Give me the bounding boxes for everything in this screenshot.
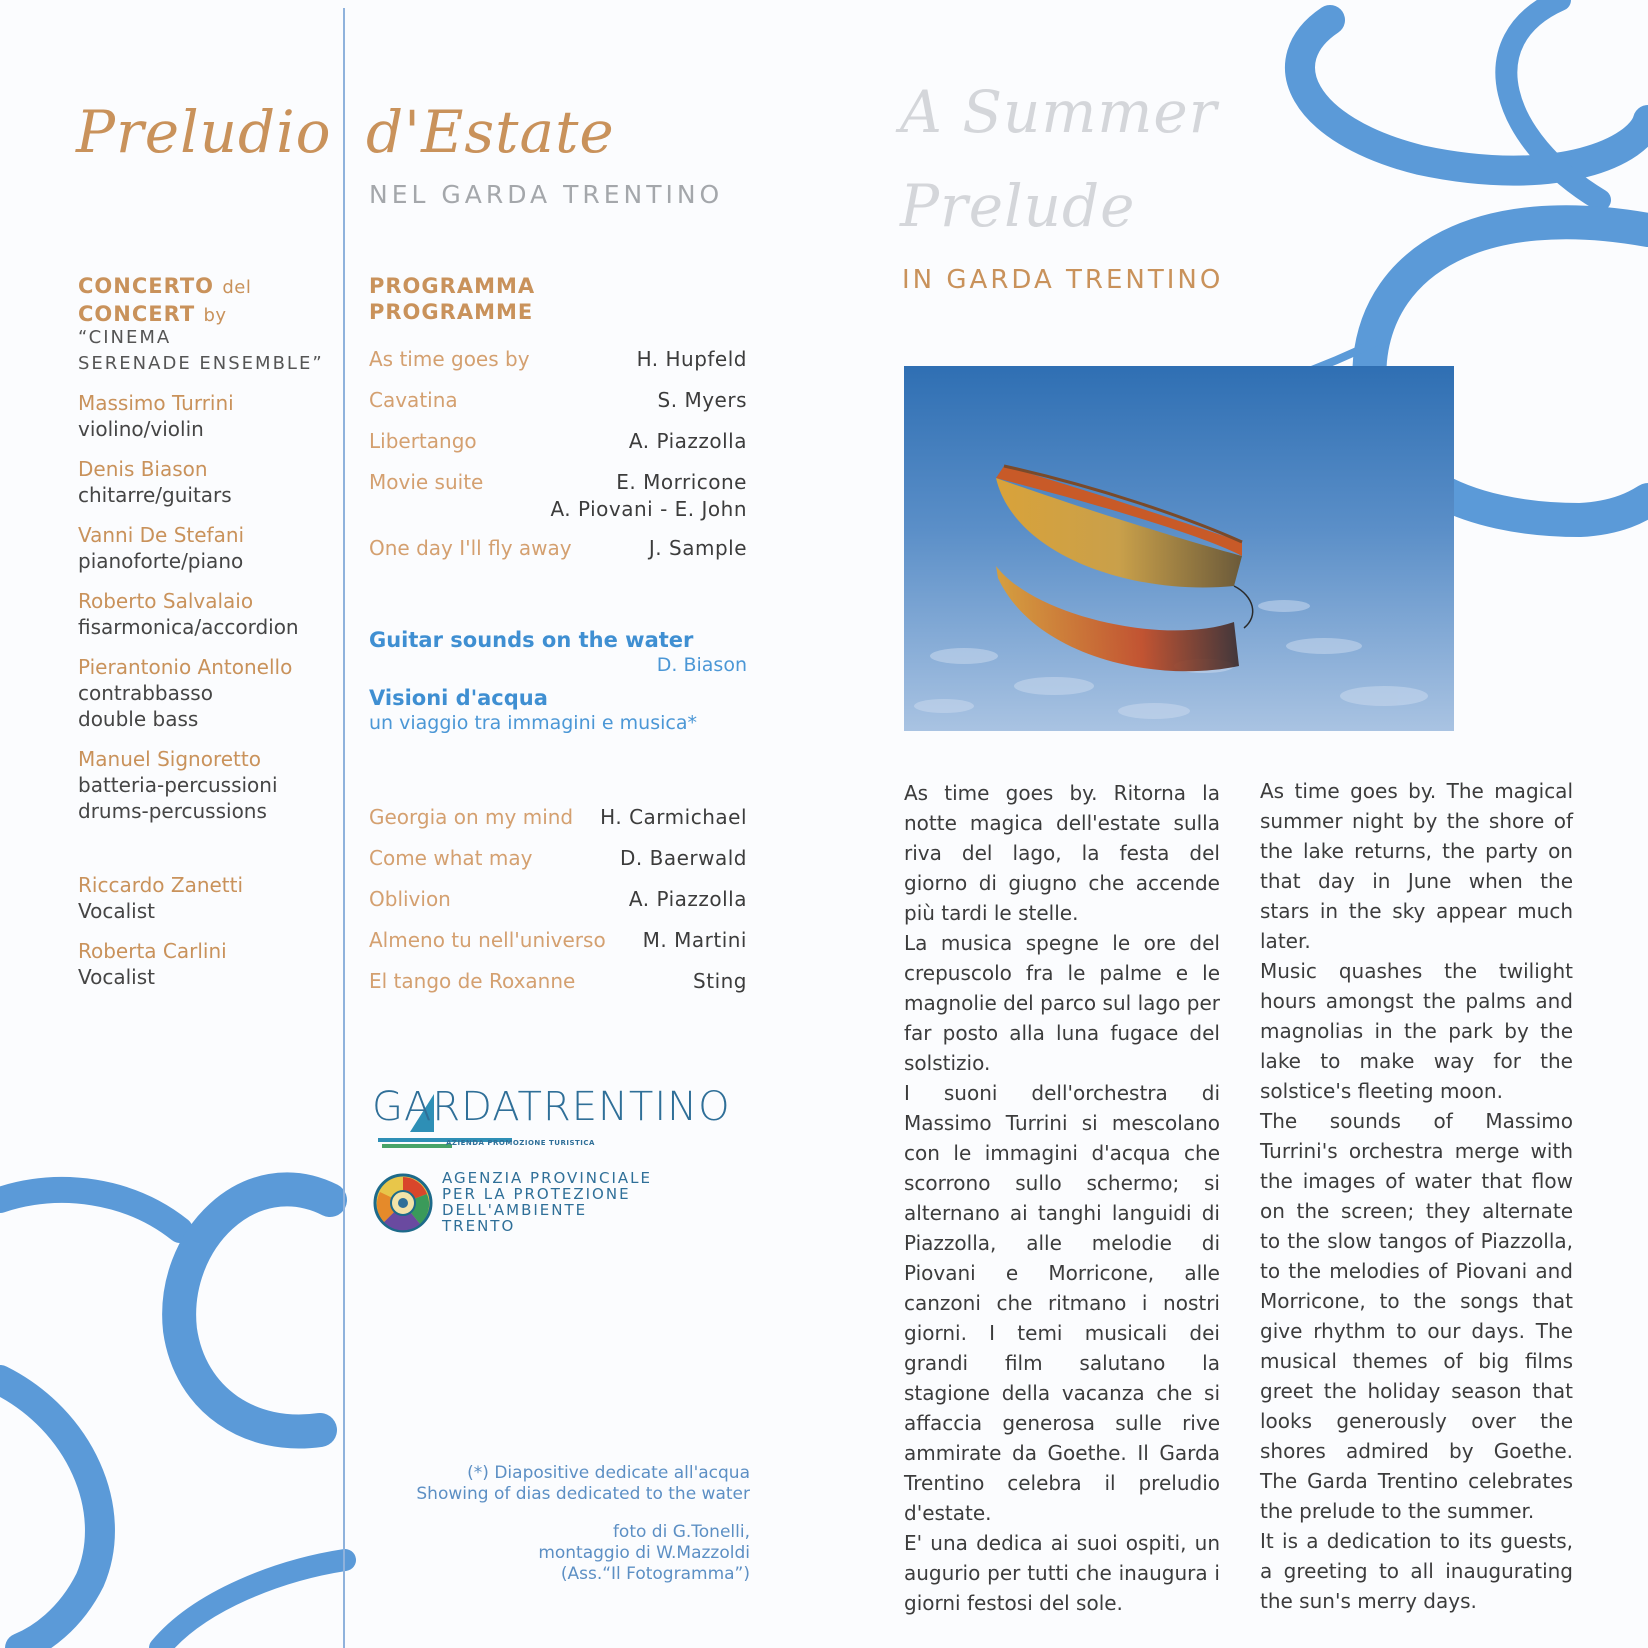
- musician: [78, 654, 348, 732]
- vocalist-name: Riccardo Zanetti: [78, 873, 244, 897]
- title-destate: d'Estate: [366, 98, 615, 166]
- ensemble-line1: “CINEMA: [78, 327, 172, 348]
- piece-composer: Sting: [693, 969, 747, 993]
- musician-name: Roberto Salvalaio: [78, 589, 254, 613]
- piece-composer: J. Sample: [648, 536, 747, 560]
- musician: [78, 588, 348, 640]
- musician-role: double bass: [78, 707, 199, 731]
- programme-item: [369, 347, 747, 388]
- programme-heading: [369, 273, 535, 325]
- programme-item: [369, 429, 747, 470]
- musician-role: pianoforte/piano: [78, 549, 244, 573]
- footnote-en: Showing of dias dedicated to the water: [416, 1484, 750, 1504]
- title-preludio: Preludio: [76, 98, 332, 166]
- programme-heading-it: PROGRAMMA: [369, 274, 536, 298]
- title-prelude: Prelude: [900, 172, 1136, 240]
- piece-title: Cavatina: [369, 388, 458, 412]
- vocalist-name: Roberta Carlini: [78, 939, 227, 963]
- footnote-it: (*) Diapositive dedicate all'acqua: [467, 1463, 750, 1483]
- piece-title: One day I'll fly away: [369, 536, 572, 560]
- musician-name: Manuel Signoretto: [78, 747, 261, 771]
- piece-composer: D. Baerwald: [620, 846, 747, 870]
- vocalist-role: Vocalist: [78, 899, 155, 923]
- garda-logo-text: GARDATRENTINO: [372, 1084, 731, 1130]
- piece-title: Almeno tu nell'universo: [369, 928, 606, 952]
- feature-visioni: [369, 685, 747, 735]
- paragraph: As time goes by. The magical summer night by the shore of the lake returns, the party on that day in June when the stars in the sky appear much later.: [1260, 779, 1573, 953]
- title-summer: A Summer: [900, 78, 1218, 146]
- vocalist: [78, 938, 348, 990]
- musician-name: Denis Biason: [78, 457, 208, 481]
- musician-role: contrabbasso: [78, 681, 213, 705]
- paragraph: E' una dedica ai suoi ospiti, un augurio per tutti che inaugura i giorni festosi del sole.: [904, 1531, 1220, 1615]
- concert-heading: [78, 273, 251, 329]
- boat-photo: [904, 366, 1454, 731]
- paragraph: I suoni dell'orchestra di Massimo Turrini si mescolano con le immagini d'acqua che scorrono sullo schermo; si alternano ai tanghi languidi di Piazzolla, alle melodie di Piovani e Morricone, alle canzoni che ritmano i nostri giorni. I temi musicali dei grandi film salutano la stagione della vacanza che si affaccia generosa sulle rive ammirate da Goethe. Il Garda Trentino celebra il preludio d'estate.: [904, 1081, 1220, 1525]
- concert-by: by: [203, 305, 227, 326]
- piece-composer: H. Carmichael: [600, 805, 747, 829]
- subtitle-garda: NEL GARDA TRENTINO: [369, 180, 724, 209]
- agency-line: TRENTO: [442, 1217, 516, 1235]
- feature-subtitle: un viaggio tra immagini e musica*: [369, 712, 697, 734]
- piece-title: Come what may: [369, 846, 533, 870]
- programme-item: [369, 846, 747, 887]
- programme-part2: [369, 805, 747, 1010]
- paragraph: La musica spegne le ore del crepuscolo fra le palme e le magnolie del parco sul lago per far posto alla luna fugace del solstizio.: [904, 931, 1220, 1075]
- agency-spiral-icon: [372, 1172, 434, 1234]
- credit-line: montaggio di W.Mazzoldi: [538, 1543, 750, 1563]
- agency-name: [442, 1170, 652, 1234]
- piece-composer: S. Myers: [657, 388, 747, 412]
- programme-item: [369, 887, 747, 928]
- credit-line: (Ass.“Il Fotogramma”): [560, 1564, 750, 1584]
- musician: [78, 390, 348, 442]
- programme-heading-en: PROGRAMME: [369, 300, 534, 324]
- credit-line: foto di G.Tonelli,: [612, 1522, 750, 1542]
- piece-composer: [550, 470, 747, 536]
- piece-title: As time goes by: [369, 347, 530, 371]
- boat-on-lake-image: [904, 366, 1454, 731]
- feature-title: Guitar sounds on the water: [369, 628, 694, 652]
- programme-item: [369, 470, 747, 536]
- musician-role: violino/violin: [78, 417, 204, 441]
- subtitle-en: IN GARDA TRENTINO: [902, 265, 1224, 295]
- musician: [78, 746, 348, 824]
- concert-label-en: CONCERT: [78, 302, 196, 326]
- piece-title: Georgia on my mind: [369, 805, 574, 829]
- musician-role: drums-percussions: [78, 799, 267, 823]
- paragraph: As time goes by. Ritorna la notte magica dell'estate sulla riva del lago, la festa del giorno di giugno che accende più tardi le stelle.: [904, 781, 1220, 925]
- garda-trentino-logo: [372, 1080, 731, 1150]
- ensemble-name: [78, 325, 324, 377]
- programme-item: [369, 928, 747, 969]
- paragraph: The sounds of Massimo Turrini's orchestra merge with the images of water that flow on the screen; they alternate to the slow tangos of Piazzolla, to the melodies of Piovani and Morricone, to the songs that give rhythm to our days. The musical themes of big films greet the holiday season that looks generously over the shores admired by Goethe. The Garda Trentino celebrates the prelude to the summer.: [1260, 1109, 1573, 1523]
- footnote: [360, 1463, 750, 1505]
- concert-label: CONCERTO: [78, 274, 214, 298]
- piece-composer: M. Martini: [642, 928, 747, 952]
- agency-line: DELL'AMBIENTE: [442, 1201, 588, 1219]
- musician-name: Massimo Turrini: [78, 391, 234, 415]
- musician-role: fisarmonica/accordion: [78, 615, 299, 639]
- feature-guitar: [369, 627, 747, 677]
- musician-name: Vanni De Stefani: [78, 523, 245, 547]
- programme-item: [369, 805, 747, 846]
- piece-title: Movie suite: [369, 470, 484, 494]
- musician-name: Pierantonio Antonello: [78, 655, 293, 679]
- musician-role: batteria-percussioni: [78, 773, 278, 797]
- vocalist-role: Vocalist: [78, 965, 155, 989]
- musician: [78, 522, 348, 574]
- piece-composer: H. Hupfeld: [636, 347, 747, 371]
- programme-part1: [369, 347, 747, 577]
- piece-title: El tango de Roxanne: [369, 969, 576, 993]
- programme-item: [369, 969, 747, 1010]
- piece-composer: A. Piazzolla: [628, 887, 747, 911]
- piece-composer-line1: E. Morricone: [616, 470, 747, 494]
- paragraph: It is a dedication to its guests, a greeting to all inaugurating the sun's merry days.: [1260, 1529, 1573, 1613]
- feature-author: D. Biason: [656, 654, 747, 676]
- piece-title: Libertango: [369, 429, 477, 453]
- feature-title: Visioni d'acqua: [369, 686, 548, 710]
- musician: [78, 456, 348, 508]
- description-english: [1260, 776, 1573, 1616]
- paragraph: Music quashes the twilight hours amongst the palms and magnolias in the park by the lake to make way for the solstice's fleeting moon.: [1260, 959, 1573, 1103]
- musician-role: chitarre/guitars: [78, 483, 232, 507]
- agency-line: PER LA PROTEZIONE: [442, 1185, 631, 1203]
- piece-composer: A. Piazzolla: [628, 429, 747, 453]
- agency-line: AGENZIA PROVINCIALE: [442, 1169, 652, 1187]
- piece-title: Oblivion: [369, 887, 451, 911]
- ensemble-line2: SERENADE ENSEMBLE”: [78, 353, 324, 374]
- vocalist: [78, 872, 348, 924]
- photo-credits: [360, 1522, 750, 1585]
- musician-list: [78, 390, 348, 1004]
- description-italian: [904, 778, 1220, 1618]
- piece-composer-line2: A. Piovani - E. John: [550, 497, 747, 521]
- garda-logo-sub: AZIENDA PROMOZIONE TURISTICA: [446, 1139, 595, 1147]
- programme-item: [369, 536, 747, 577]
- concert-del: del: [222, 277, 252, 298]
- programme-item: [369, 388, 747, 429]
